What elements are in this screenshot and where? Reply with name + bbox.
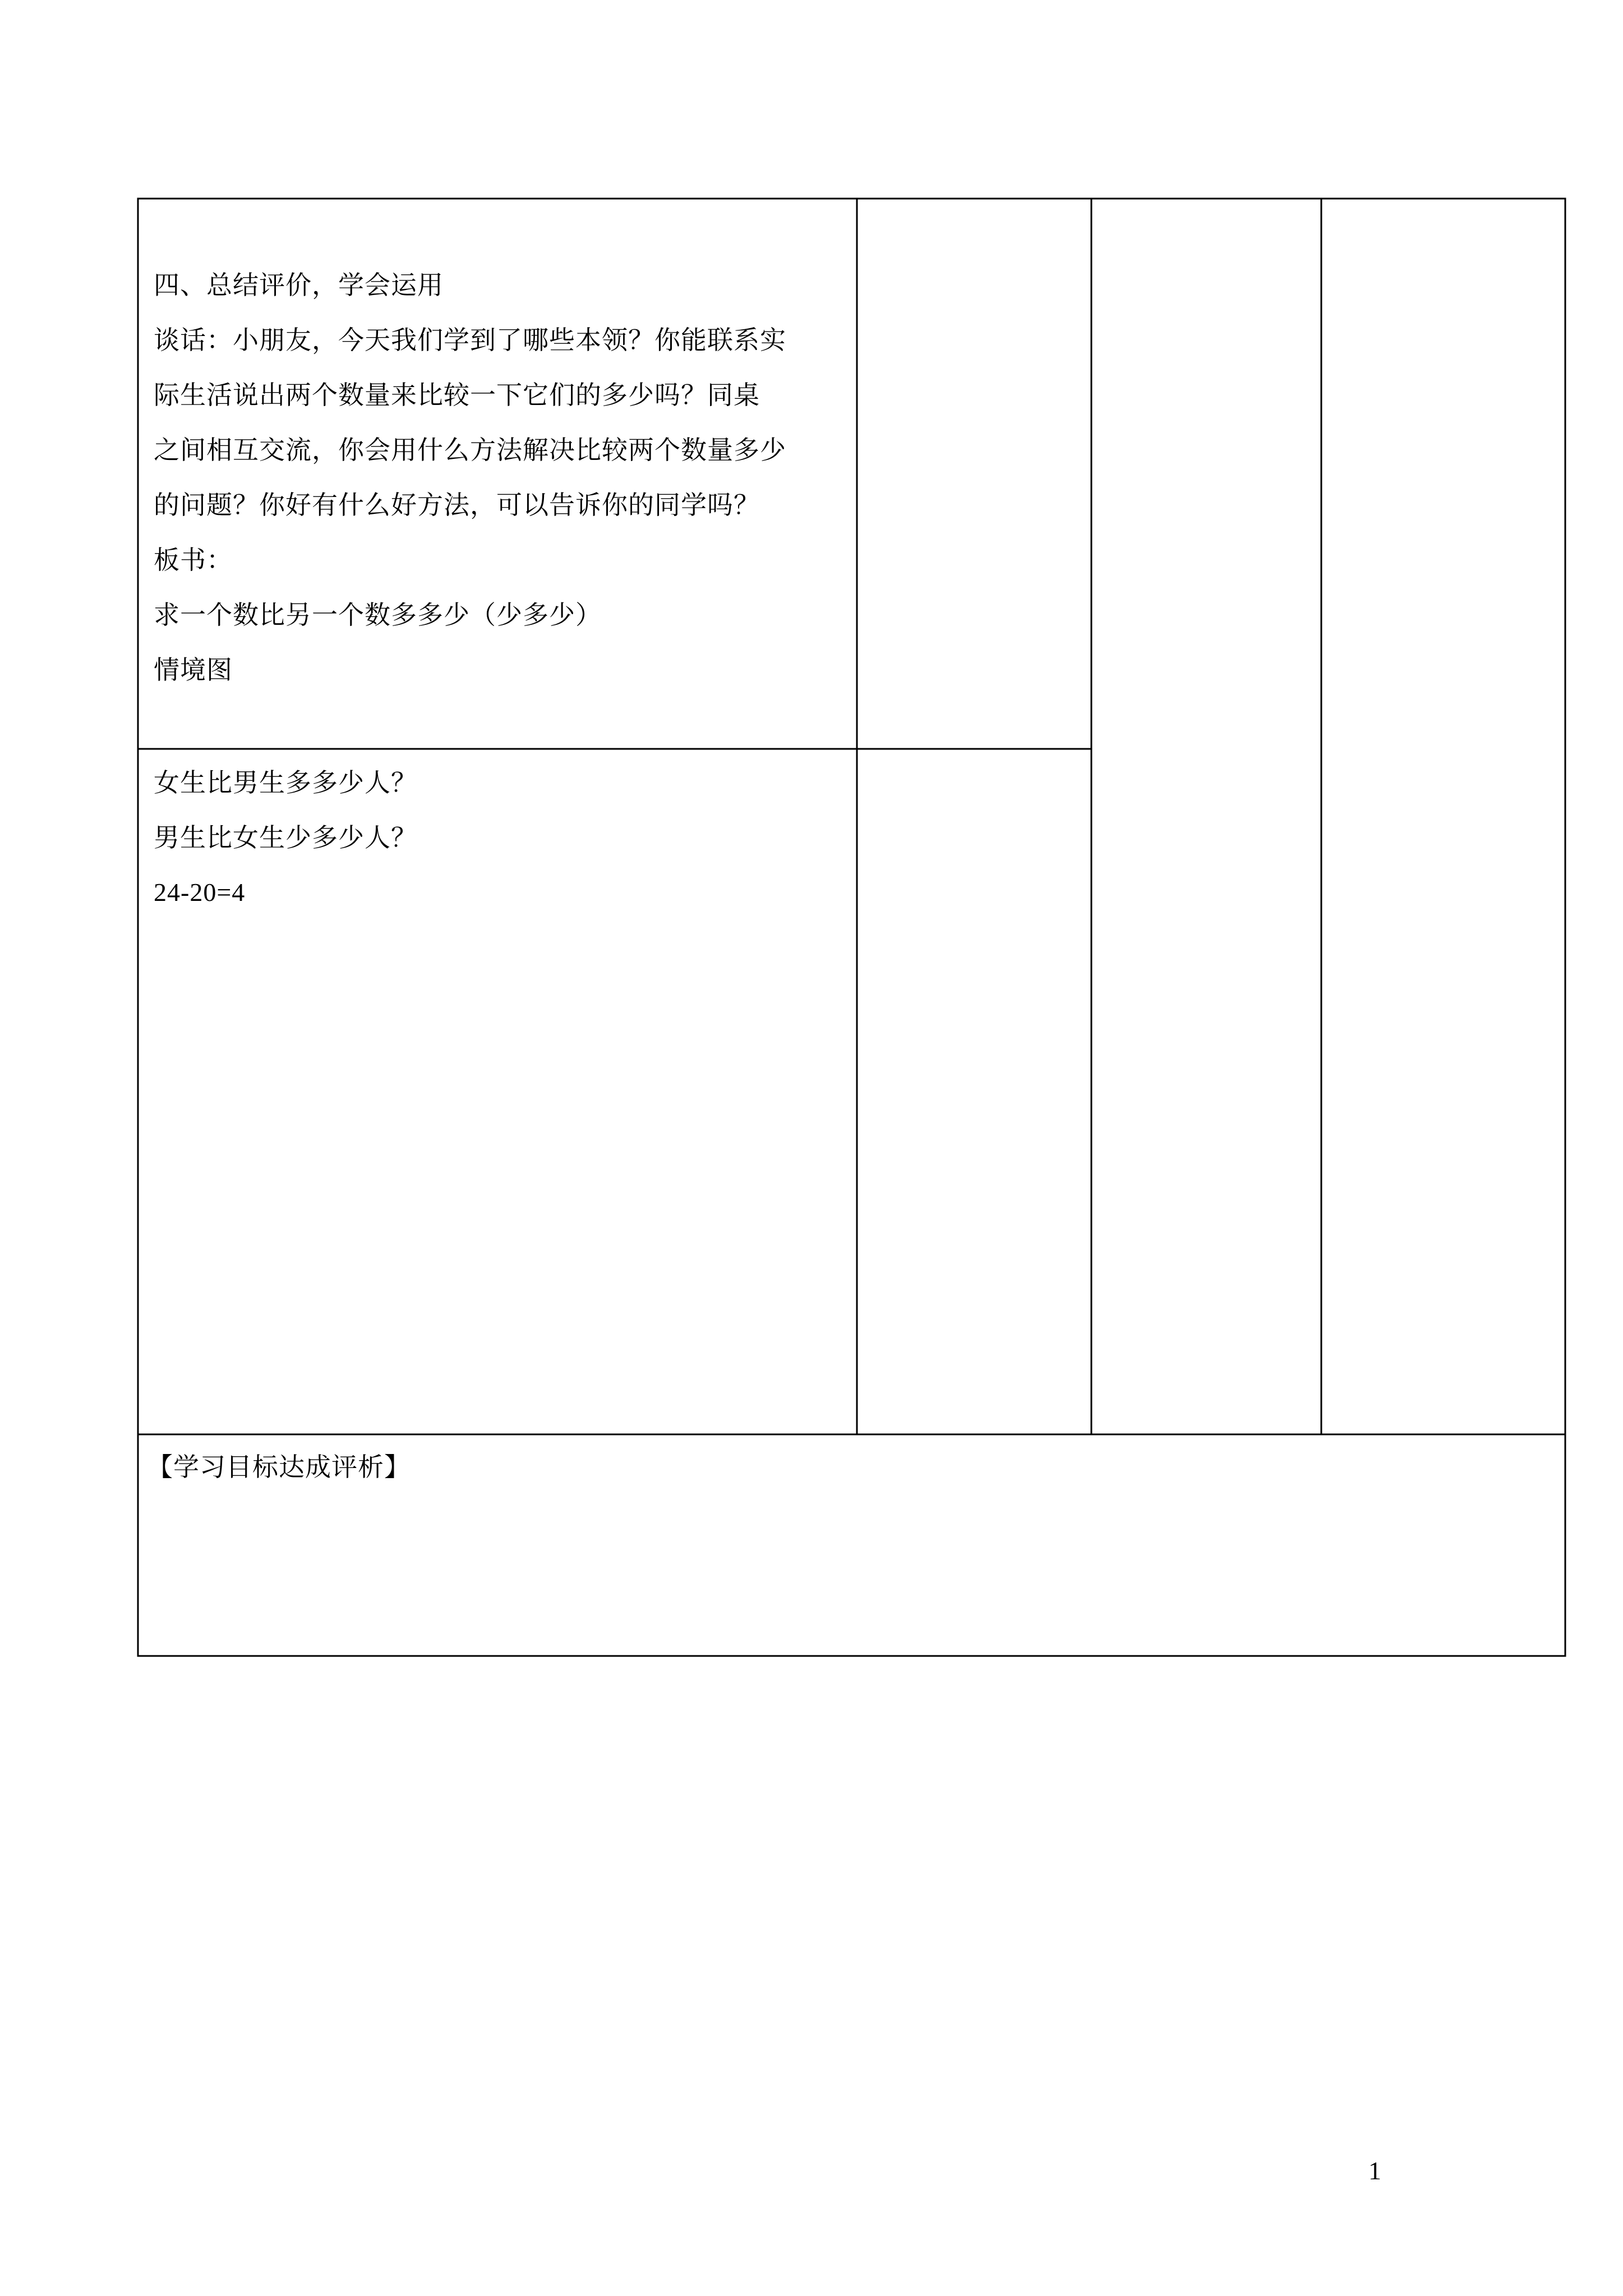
equation: 24-20=4 [154, 878, 246, 907]
talk-line: 之间相互交流，你会用什么方法解决比较两个数量多少 [154, 435, 786, 465]
question-less: 男生比女生少多少人？ [154, 822, 417, 853]
section-heading: 四、总结评价，学会运用 [154, 270, 444, 300]
talk-line: 的问题？你好有什么好方法，可以告诉你的同学吗？ [154, 490, 760, 520]
page-number: 1 [1368, 2156, 1381, 2185]
scene-label: 情境图 [154, 655, 233, 685]
table-outer-border [138, 199, 1565, 1656]
board-label: 板书： [154, 545, 233, 575]
talk-line: 际生活说出两个数量来比较一下它们的多少吗？同桌 [154, 380, 760, 410]
evaluation-heading: 【学习目标达成评析】 [147, 1452, 411, 1482]
question-more: 女生比男生多多少人？ [154, 767, 417, 798]
board-title: 求一个数比另一个数多多少（少多少） [154, 600, 602, 630]
talk-line: 谈话：小朋友，今天我们学到了哪些本领？你能联系实 [154, 325, 786, 355]
